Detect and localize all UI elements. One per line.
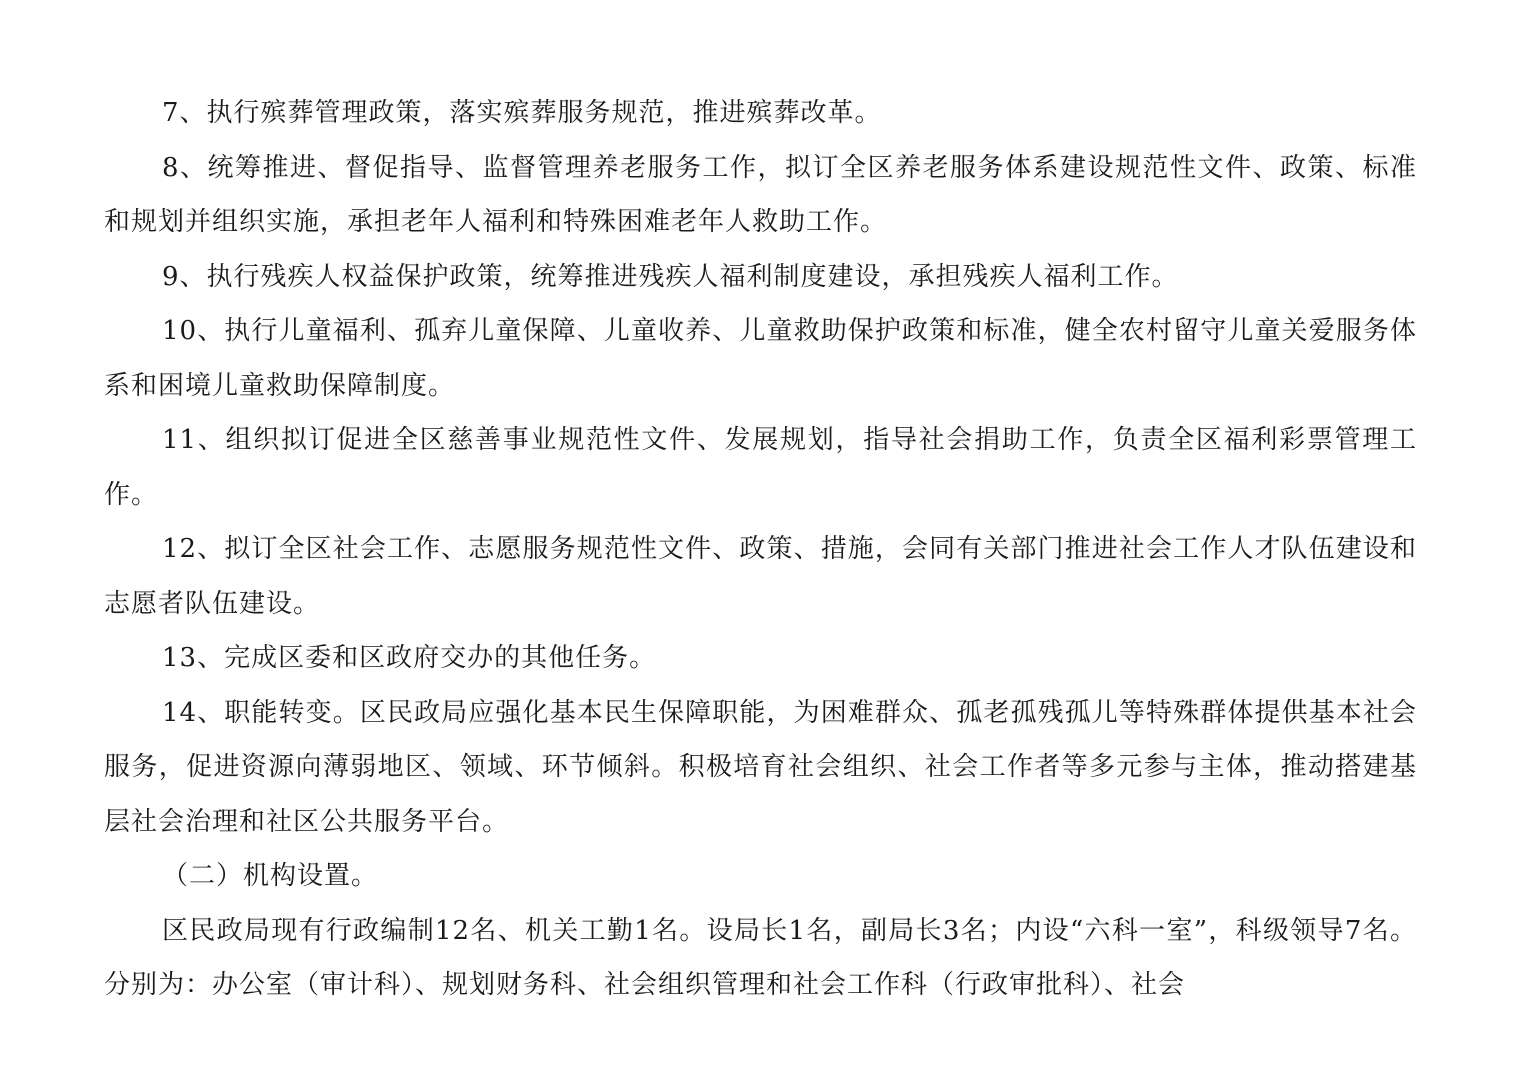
paragraph-institution: 区民政局现有行政编制12名、机关工勤1名。设局长1名，副局长3名；内设“六科一室”，科级领导7名。分别为：办公室（审计科）、规划财务科、社会组织管理和社会工作科（行政审批科）、社会 — [104, 915, 1417, 1000]
paragraph-item-8: 8、统筹推进、督促指导、监督管理养老服务工作，拟订全区养老服务体系建设规范性文件、政策、标准和规划并组织实施，承担老年人福利和特殊困难老年人救助工作。 — [104, 152, 1417, 237]
paragraph-item-7: 7、执行殡葬管理政策，落实殡葬服务规范，推进殡葬改革。 — [162, 98, 882, 128]
paragraph-item-11: 11、组织拟订促进全区慈善事业规范性文件、发展规划，指导社会捐助工作，负责全区福利彩票管理工作。 — [104, 425, 1417, 510]
paragraph-item-12: 12、拟订全区社会工作、志愿服务规范性文件、政策、措施，会同有关部门推进社会工作人才队伍建设和志愿者队伍建设。 — [104, 534, 1417, 619]
section-heading: （二）机构设置。 — [162, 861, 379, 891]
document-body — [104, 86, 1417, 1013]
paragraph-item-14: 14、职能转变。区民政局应强化基本民生保障职能，为困难群众、孤老孤残孤儿等特殊群体提供基本社会服务，促进资源向薄弱地区、领域、环节倾斜。积极培育社会组织、社会工作者等多元参与主体，推动搭建基层社会治理和社区公共服务平台。 — [104, 697, 1417, 837]
paragraph-item-13: 13、完成区委和区政府交办的其他任务。 — [162, 643, 657, 673]
paragraph-item-10: 10、执行儿童福利、孤弃儿童保障、儿童收养、儿童救助保护政策和标准，健全农村留守儿童关爱服务体系和困境儿童救助保障制度。 — [104, 316, 1417, 401]
paragraph-item-9: 9、执行残疾人权益保护政策，统筹推进残疾人福利制度建设，承担残疾人福利工作。 — [162, 261, 1179, 292]
